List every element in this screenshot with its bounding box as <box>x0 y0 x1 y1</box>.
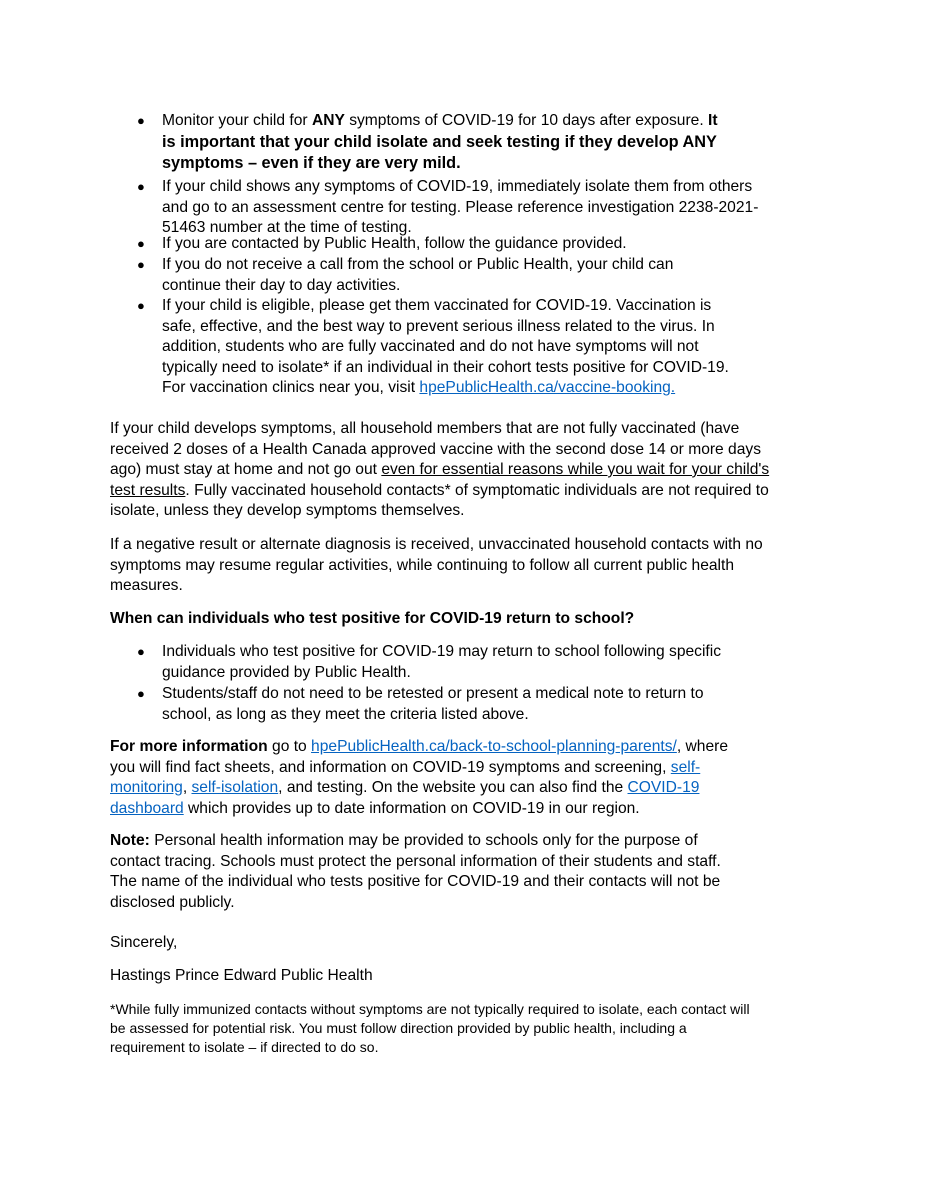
bullet-no-retest: Students/staff do not need to be retested or present a medical note to return to school, as long as they meet the criteria listed above. <box>162 685 704 723</box>
self-monitoring-link-cont[interactable]: monitoring <box>110 779 183 796</box>
bullet-return-guidance: Individuals who test positive for COVID-19 may return to school following specific guidance provided by Public Health. <box>162 643 722 681</box>
bullet-dot: ● <box>137 644 145 659</box>
footnote: *While fully immunized contacts without symptoms are not typically required to isolate, each contact will be assessed for potential risk. You must follow direction provided by public health, including a requirement to isolate – if directed to do so. <box>110 1001 750 1055</box>
bullet-isolate-testing: If your child shows any symptoms of COVID-19, immediately isolate them from others and go to an assessment centre for testing. Please reference investigation 2238-2021- 51463 number at the time of testing. <box>162 178 759 236</box>
vaccine-booking-link[interactable]: hpePublicHealth.ca/vaccine-booking. <box>419 379 676 396</box>
bullet-dot: ● <box>137 298 145 313</box>
bullet-dot: ● <box>137 686 145 701</box>
bullet-dot: ● <box>137 113 145 128</box>
back-to-school-link[interactable]: hpePublicHealth.ca/back-to-school-planning-parents/ <box>311 738 677 755</box>
paragraph-note: Note: Personal health information may be provided to schools only for the purpose of contact tracing. Schools must protect the personal information of their students and staff. The name of the individual who tests positive for COVID-19 and their contacts will not be disclosed publicly. <box>110 832 721 911</box>
paragraph-negative-result: If a negative result or alternate diagnosis is received, unvaccinated household contacts with no symptoms may resume regular activities, while continuing to follow all current public health measures. <box>110 536 763 594</box>
bullet-no-call: If you do not receive a call from the school or Public Health, your child can continue their day to day activities. <box>162 256 674 294</box>
paragraph-household-symptoms: If your child develops symptoms, all household members that are not fully vaccinated (have received 2 doses of a Health Canada approved vaccine with the second dose 14 or more days ago) must stay at home and not go out even for essential reasons while you wait for your child's test results. Fully vaccinated household contacts* of symptomatic individuals are not required to isolate, unless they develop symptoms themselves. <box>110 420 770 519</box>
covid-dashboard-link[interactable]: COVID-19 <box>627 779 700 796</box>
self-monitoring-link[interactable]: self- <box>670 758 701 776</box>
bullet-dot: ● <box>137 236 145 251</box>
covid-dashboard-link-cont[interactable]: dashboard <box>110 799 184 817</box>
signature: Hastings Prince Edward Public Health <box>110 967 373 984</box>
self-isolation-link[interactable]: self-isolation <box>191 779 279 796</box>
bullet-monitor-symptoms: Monitor your child for ANY symptoms of COVID-19 for 10 days after exposure. It is important that your child isolate and seek testing if they develop ANY symptoms – even if they are very mild. <box>162 112 718 172</box>
bullet-dot: ● <box>137 179 145 194</box>
closing-sincerely: Sincerely, <box>110 934 178 951</box>
bullet-dot: ● <box>137 257 145 272</box>
bullet-public-health-contact: If you are contacted by Public Health, follow the guidance provided. <box>162 235 627 252</box>
paragraph-more-information: For more information go to hpePublicHealth.ca/back-to-school-planning-parents/, where you will find fact sheets, and information on COVID-19 symptoms and screening, self- monitoring, self-isolation, and testing. On the website you can also find the COVID-19 dashboard which provides up to date information on COVID-19 in our region. <box>110 738 728 817</box>
bullet-vaccination: If your child is eligible, please get them vaccinated for COVID-19. Vaccination is safe, effective, and the best way to prevent serious illness related to the virus. In addition, students who are fully vaccinated and do not have symptoms will not typically need to isolate* if an individual in their cohort tests positive for COVID-19. For vaccination clinics near you, visit hpePublicHealth.ca/vaccine-booking. <box>162 297 729 396</box>
heading-return-to-school: When can individuals who test positive for COVID-19 return to school? <box>110 610 635 627</box>
